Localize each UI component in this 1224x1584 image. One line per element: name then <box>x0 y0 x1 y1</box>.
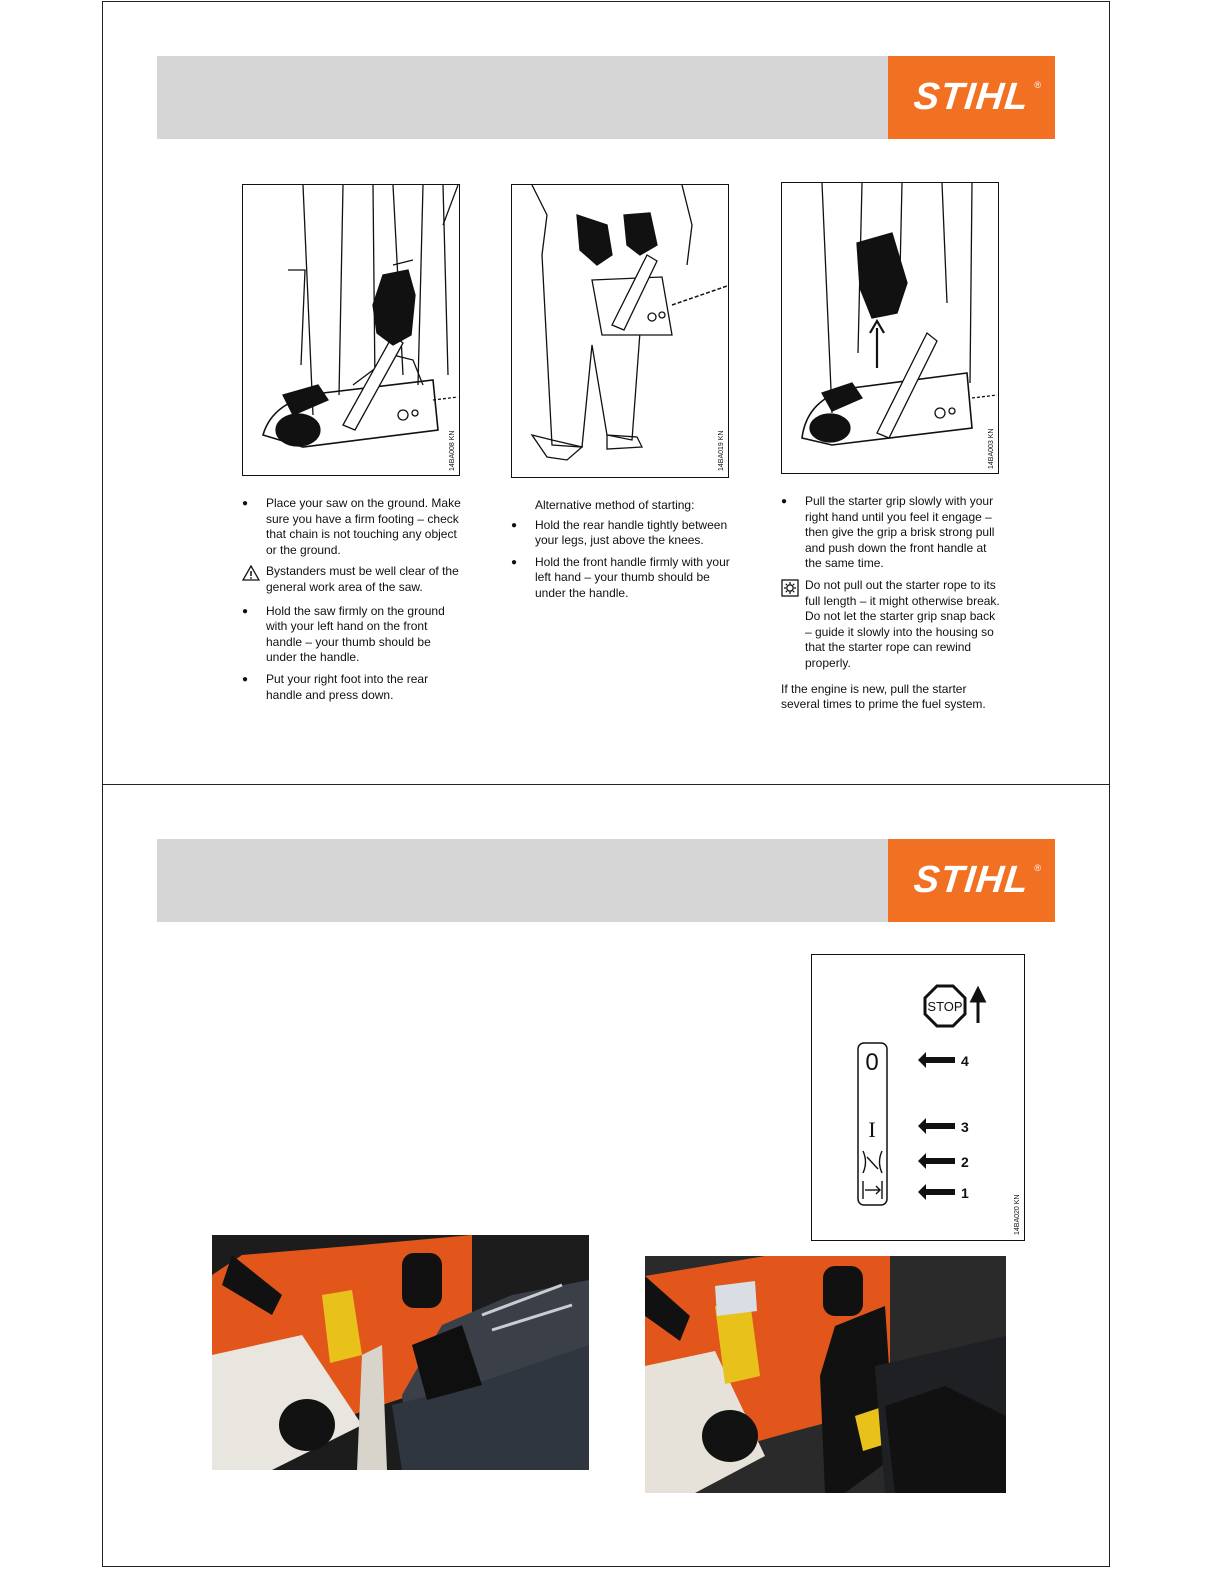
half-throttle-symbol <box>863 1151 882 1173</box>
registered-mark: ® <box>1034 863 1041 873</box>
label-1: 1 <box>961 1185 969 1201</box>
bullet-right-foot: ● Put your right foot into the rear handle and press down. <box>242 672 462 703</box>
new-engine-note: If the engine is new, pull the starter several times to prime the fuel system. <box>781 681 986 712</box>
figure-saw-between-legs <box>511 184 729 478</box>
registered-mark: ® <box>1034 80 1041 90</box>
stihl-logo <box>888 839 1055 922</box>
figure-saw-on-ground <box>242 184 460 476</box>
photo-hand-pressing-throttle <box>645 1256 1006 1493</box>
title-banner <box>157 56 1055 139</box>
caution-text-snap-back: Do not let the starter grip snap back – guide it slowly into the housing so that the starter rope can rewind properly. <box>805 609 996 670</box>
photo-gloved-hand-on-master-control <box>212 1235 589 1470</box>
warning-text: Bystanders must be well clear of the general work area of the saw. <box>266 564 459 594</box>
up-arrow-icon <box>972 989 984 1023</box>
position-run: I <box>868 1117 876 1142</box>
control-lever-diagram <box>812 955 1025 1241</box>
chainsaw-on-ground-illustration <box>243 185 460 476</box>
arrow-3-icon <box>918 1118 955 1134</box>
instructions-column-1 <box>242 496 462 709</box>
bullet-front-handle: ● Hold the front handle firmly with your left hand – your thumb should be under the handle. <box>511 555 735 602</box>
logo-text: STIHL <box>911 76 1032 118</box>
pull-starter-illustration <box>782 183 999 474</box>
figure-code: 14BA008 KN <box>449 430 456 471</box>
label-3: 3 <box>961 1119 969 1135</box>
figure-pull-starter <box>781 182 999 474</box>
slide-2 <box>102 784 1110 1567</box>
choke-symbol <box>863 1181 882 1199</box>
instructions-column-2 <box>511 498 735 608</box>
stihl-logo <box>888 56 1055 139</box>
bullet-pull-starter: ● Pull the starter grip slowly with your right hand until you feel it engage – then give the grip a brisk strong pull and push down the front handle at the same time. <box>781 494 1001 572</box>
bullet-place-saw: ● Place your saw on the ground. Make sure you have a firm footing – check that chain is not touching any object or the ground. <box>242 496 462 558</box>
warning-triangle-icon <box>242 565 260 586</box>
figure-code: 14BA019 KN <box>718 430 725 471</box>
warning-note <box>242 564 462 595</box>
master-control-diagram <box>811 954 1025 1241</box>
arrow-1-icon <box>918 1184 955 1200</box>
arrow-4-icon <box>918 1052 955 1068</box>
label-2: 2 <box>961 1154 969 1170</box>
figure-code: 14BA020 KN <box>1014 1194 1021 1235</box>
gear-caution-icon <box>781 579 799 602</box>
instructions-column-3 <box>781 494 1001 717</box>
arrow-2-icon <box>918 1153 955 1169</box>
caution-text-rope: Do not pull out the starter rope to its full length – it might otherwise break. <box>805 577 1000 608</box>
title-banner <box>157 839 1055 922</box>
figure-code: 14BA003 KN <box>988 428 995 469</box>
alternative-method-heading: Alternative method of starting: <box>535 498 695 512</box>
caution-note <box>781 578 1001 672</box>
bullet-hold-saw: ● Hold the saw firmly on the ground with your left hand on the front handle – your thumb should be under the handle. <box>242 604 462 666</box>
position-zero: 0 <box>865 1049 879 1076</box>
position-arrows <box>918 1052 955 1200</box>
stop-label: STOP <box>927 999 963 1014</box>
bullet-rear-handle: ● Hold the rear handle tightly between your legs, just above the knees. <box>511 518 735 549</box>
slide-1 <box>102 1 1110 785</box>
logo-text: STIHL <box>911 859 1032 901</box>
chainsaw-between-legs-illustration <box>512 185 729 478</box>
label-4: 4 <box>961 1053 969 1069</box>
